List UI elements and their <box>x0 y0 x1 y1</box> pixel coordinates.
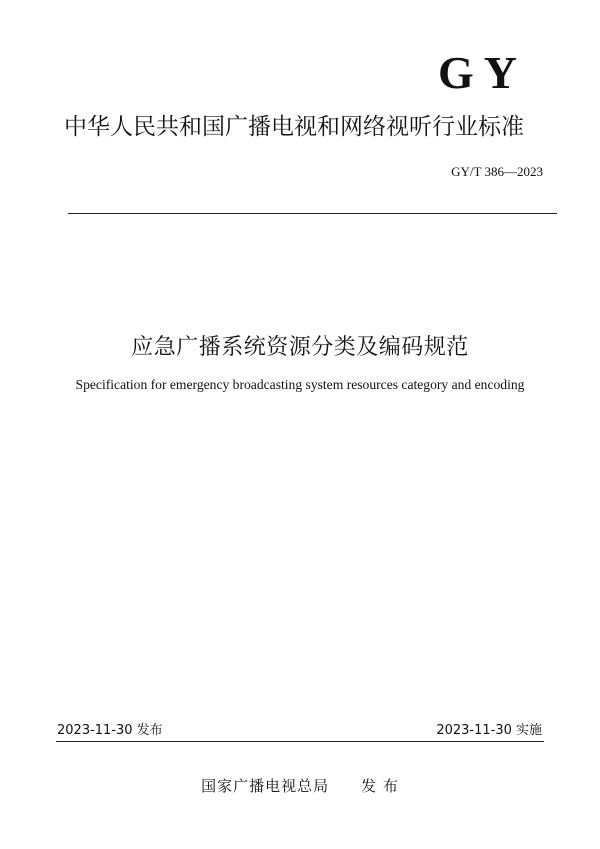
document-title-english: Specification for emergency broadcasting system resources category and encoding <box>75 377 525 392</box>
standard-logo: GY <box>438 47 527 98</box>
implementation-date: 2023-11-30 实施 <box>436 723 542 738</box>
footer-divider <box>56 741 544 742</box>
issuing-action: 发 布 <box>361 777 399 795</box>
header-divider <box>68 213 557 214</box>
issue-date: 2023-11-30 发布 <box>57 723 163 738</box>
document-title-chinese: 应急广播系统资源分类及编码规范 <box>131 335 469 360</box>
issuing-organization: 国家广播电视总局 <box>201 777 330 795</box>
standard-category: 中华人民共和国广播电视和网络视听行业标准 <box>64 114 524 140</box>
standard-number: GY/T 386—2023 <box>451 164 543 179</box>
issuer-line <box>0 775 600 796</box>
